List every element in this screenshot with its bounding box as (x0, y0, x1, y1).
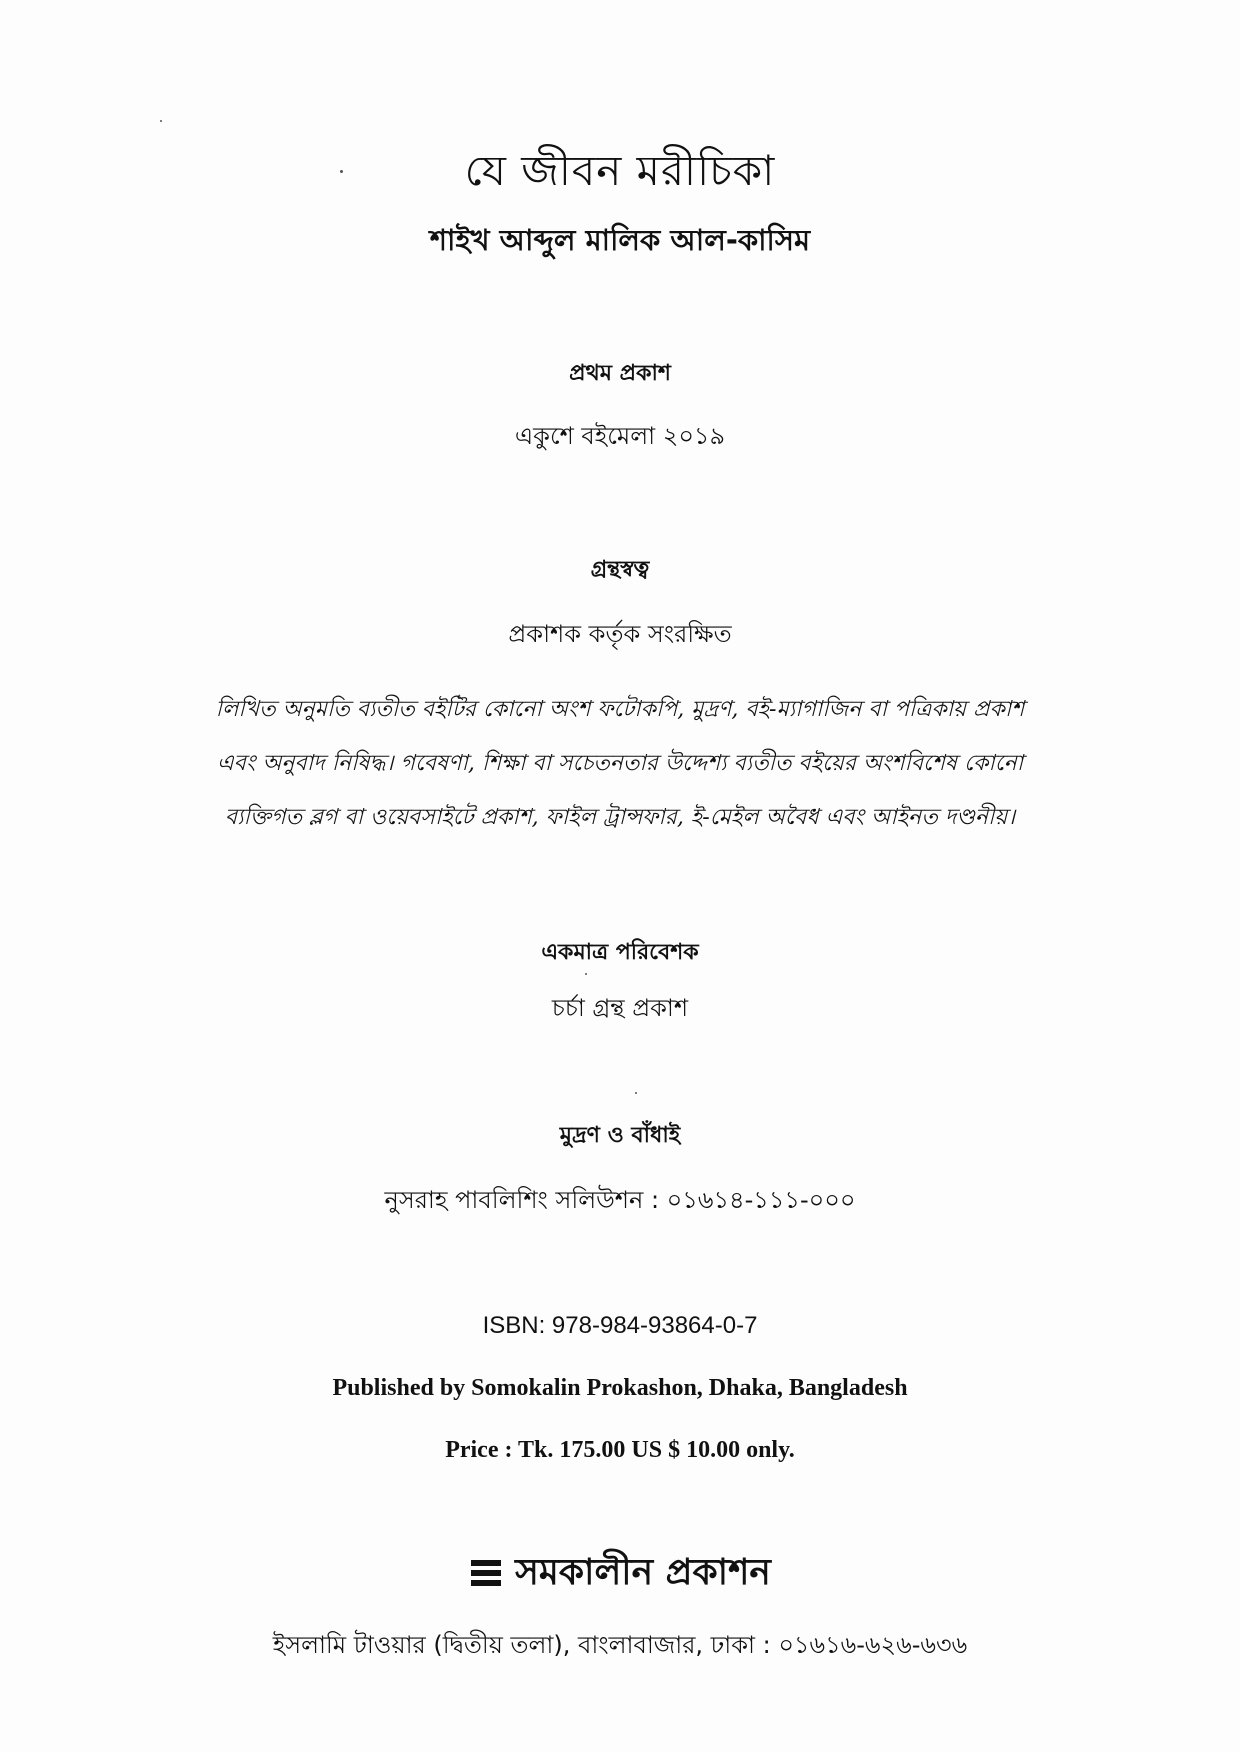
distributor-value: চর্চা গ্রন্থ প্রকাশ (551, 994, 689, 1022)
publisher-logo-icon (469, 1558, 503, 1588)
book-author: শাইখ আব্দুল মালিক আল-কাসিম (429, 223, 811, 257)
price: Price : Tk. 175.00 US $ 10.00 only. (445, 1437, 795, 1463)
copyright-notice-line: লিখিত অনুমতি ব্যতীত বইটির কোনো অংশ ফটোকপি, মুদ্রণ, বই-ম্যাগাজিন বা পত্রিকায় প্রকাশ (215, 697, 1025, 722)
first-edition-heading: প্রথম প্রকাশ (569, 361, 671, 386)
published-by: Published by Somokalin Prokashon, Dhaka, Bangladesh (332, 1375, 908, 1401)
first-edition-value: একুশে বইমেলা ২০১৯ (514, 422, 726, 450)
publisher-brand (0, 1545, 1240, 1605)
copyright-heading: গ্রন্থস্বত্ব (590, 557, 650, 582)
isbn: ISBN: 978-984-93864-0-7 (482, 1312, 758, 1339)
scan-speck (340, 170, 343, 173)
printing-value: নুসরাহ পাবলিশিং সলিউশন : ০১৬১৪-১১১-০০০ (384, 1186, 856, 1214)
copyright-value: প্রকাশক কর্তৃক সংরক্ষিত (508, 620, 732, 648)
printing-heading: মুদ্রণ ও বাঁধাই (559, 1123, 681, 1148)
copyright-notice-line: এবং অনুবাদ নিষিদ্ধ। গবেষণা, শিক্ষা বা সচেতনতার উদ্দেশ্য ব্যতীত বইয়ের অংশবিশেষ কোনো (216, 751, 1024, 776)
distributor-heading: একমাত্র পরিবেশক (541, 940, 699, 965)
scan-speck (160, 120, 162, 122)
scan-speck (635, 1092, 637, 1094)
publisher-name: সমকালীন প্রকাশন (515, 1552, 771, 1593)
scan-speck (585, 973, 587, 975)
copyright-notice-line: ব্যক্তিগত ব্লগ বা ওয়েবসাইটে প্রকাশ, ফাইল ট্রান্সফার, ই-মেইল অবৈধ এবং আইনত দণ্ডনীয়। (224, 805, 1016, 830)
book-title: যে জীবন মরীচিকা (464, 146, 776, 195)
publisher-address: ইসলামি টাওয়ার (দ্বিতীয় তলা), বাংলাবাজার, ঢাকা : ০১৬১৬-৬২৬-৬৩৬ (272, 1631, 968, 1659)
